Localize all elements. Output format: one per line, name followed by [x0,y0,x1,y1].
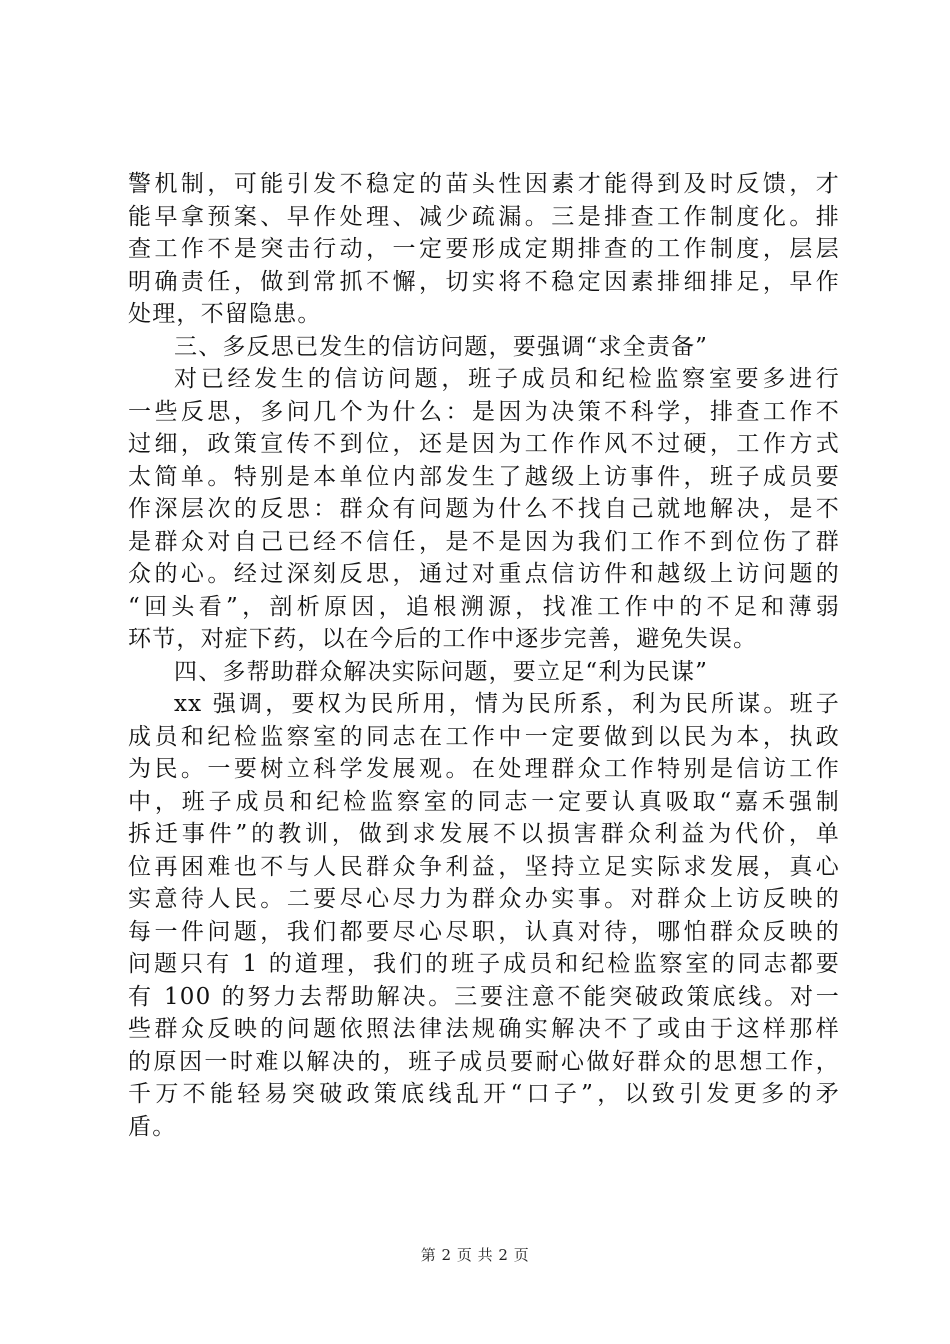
text-line: 有 100 的努力去帮助解决。三要注意不能突破政策底线。对一 [128,983,840,1010]
text-line: 中，班子成员和纪检监察室的同志一定要认真吸取“嘉禾强制 [128,788,840,815]
page-number-footer: 第 2 页 共 2 页 [420,1246,530,1264]
text-line: “回头看”，剖析原因，追根溯源，找准工作中的不足和薄弱 [128,593,840,620]
text-line: 众的心。经过深刻反思，通过对重点信访件和越级上访问题的 [128,561,840,587]
text-line: 是群众对自己已经不信任，是不是因为我们工作不到位伤了群 [128,528,840,555]
text-line: 千万不能轻易突破政策底线乱开“口子”，以致引发更多的矛 [128,1081,840,1107]
text-line: 警机制，可能引发不稳定的苗头性因素才能得到及时反馈，才 [128,171,840,197]
text-line: 明确责任，做到常抓不懈，切实将不稳定因素排细排足，早作 [128,268,840,295]
text-line: 实意待人民。二要尽心尽力为群众办实事。对群众上访反映的 [128,886,840,912]
text-line: 些群众反映的问题依照法律法规确实解决不了或由于这样那样 [128,1016,840,1042]
text-line: 盾。 [128,1113,177,1140]
text-line: 过细，政策宣传不到位，还是因为工作作风不过硬，工作方式 [128,431,840,457]
text-line: 问题只有 1 的道理，我们的班子成员和纪检监察室的同志都要 [128,951,840,977]
text-line: 环节，对症下药，以在今后的工作中逐步完善，避免失误。 [128,626,758,652]
text-line: 一些反思，多问几个为什么：是因为决策不科学，排查工作不 [128,398,840,425]
text-line: 处理，不留隐患。 [128,301,322,327]
text-line: 的原因一时难以解决的，班子成员要耐心做好群众的思想工作， [128,1048,840,1075]
text-line: 作深层次的反思：群众有问题为什么不找自己就地解决，是不 [128,496,840,522]
text-line: 太简单。特别是本单位内部发生了越级上访事件，班子成员要 [128,463,840,490]
text-line: xx 强调，要权为民所用，情为民所系，利为民所谋。班子 [174,691,840,717]
section-heading: 四、多帮助群众解决实际问题，要立足“利为民谋” [174,658,709,685]
text-line: 成员和纪检监察室的同志在工作中一定要做到以民为本，执政 [128,723,840,750]
text-line: 拆迁事件”的教训，做到求发展不以损害群众利益为代价，单 [128,821,840,847]
text-line: 每一件问题，我们都要尽心尽职，认真对待，哪怕群众反映的 [128,918,840,945]
section-heading: 三、多反思已发生的信访问题，要强调“求全责备” [174,333,709,360]
text-line: 位再困难也不与人民群众争利益，坚持立足实际求发展，真心 [128,853,840,880]
text-line: 对已经发生的信访问题，班子成员和纪检监察室要多进行 [174,366,840,392]
text-line: 查工作不是突击行动，一定要形成定期排查的工作制度，层层 [128,236,840,262]
text-line: 能早拿预案、早作处理、减少疏漏。三是排查工作制度化。排 [128,203,840,230]
document-body [128,168,840,1143]
text-line: 为民。一要树立科学发展观。在处理群众工作特别是信访工作 [128,756,840,782]
